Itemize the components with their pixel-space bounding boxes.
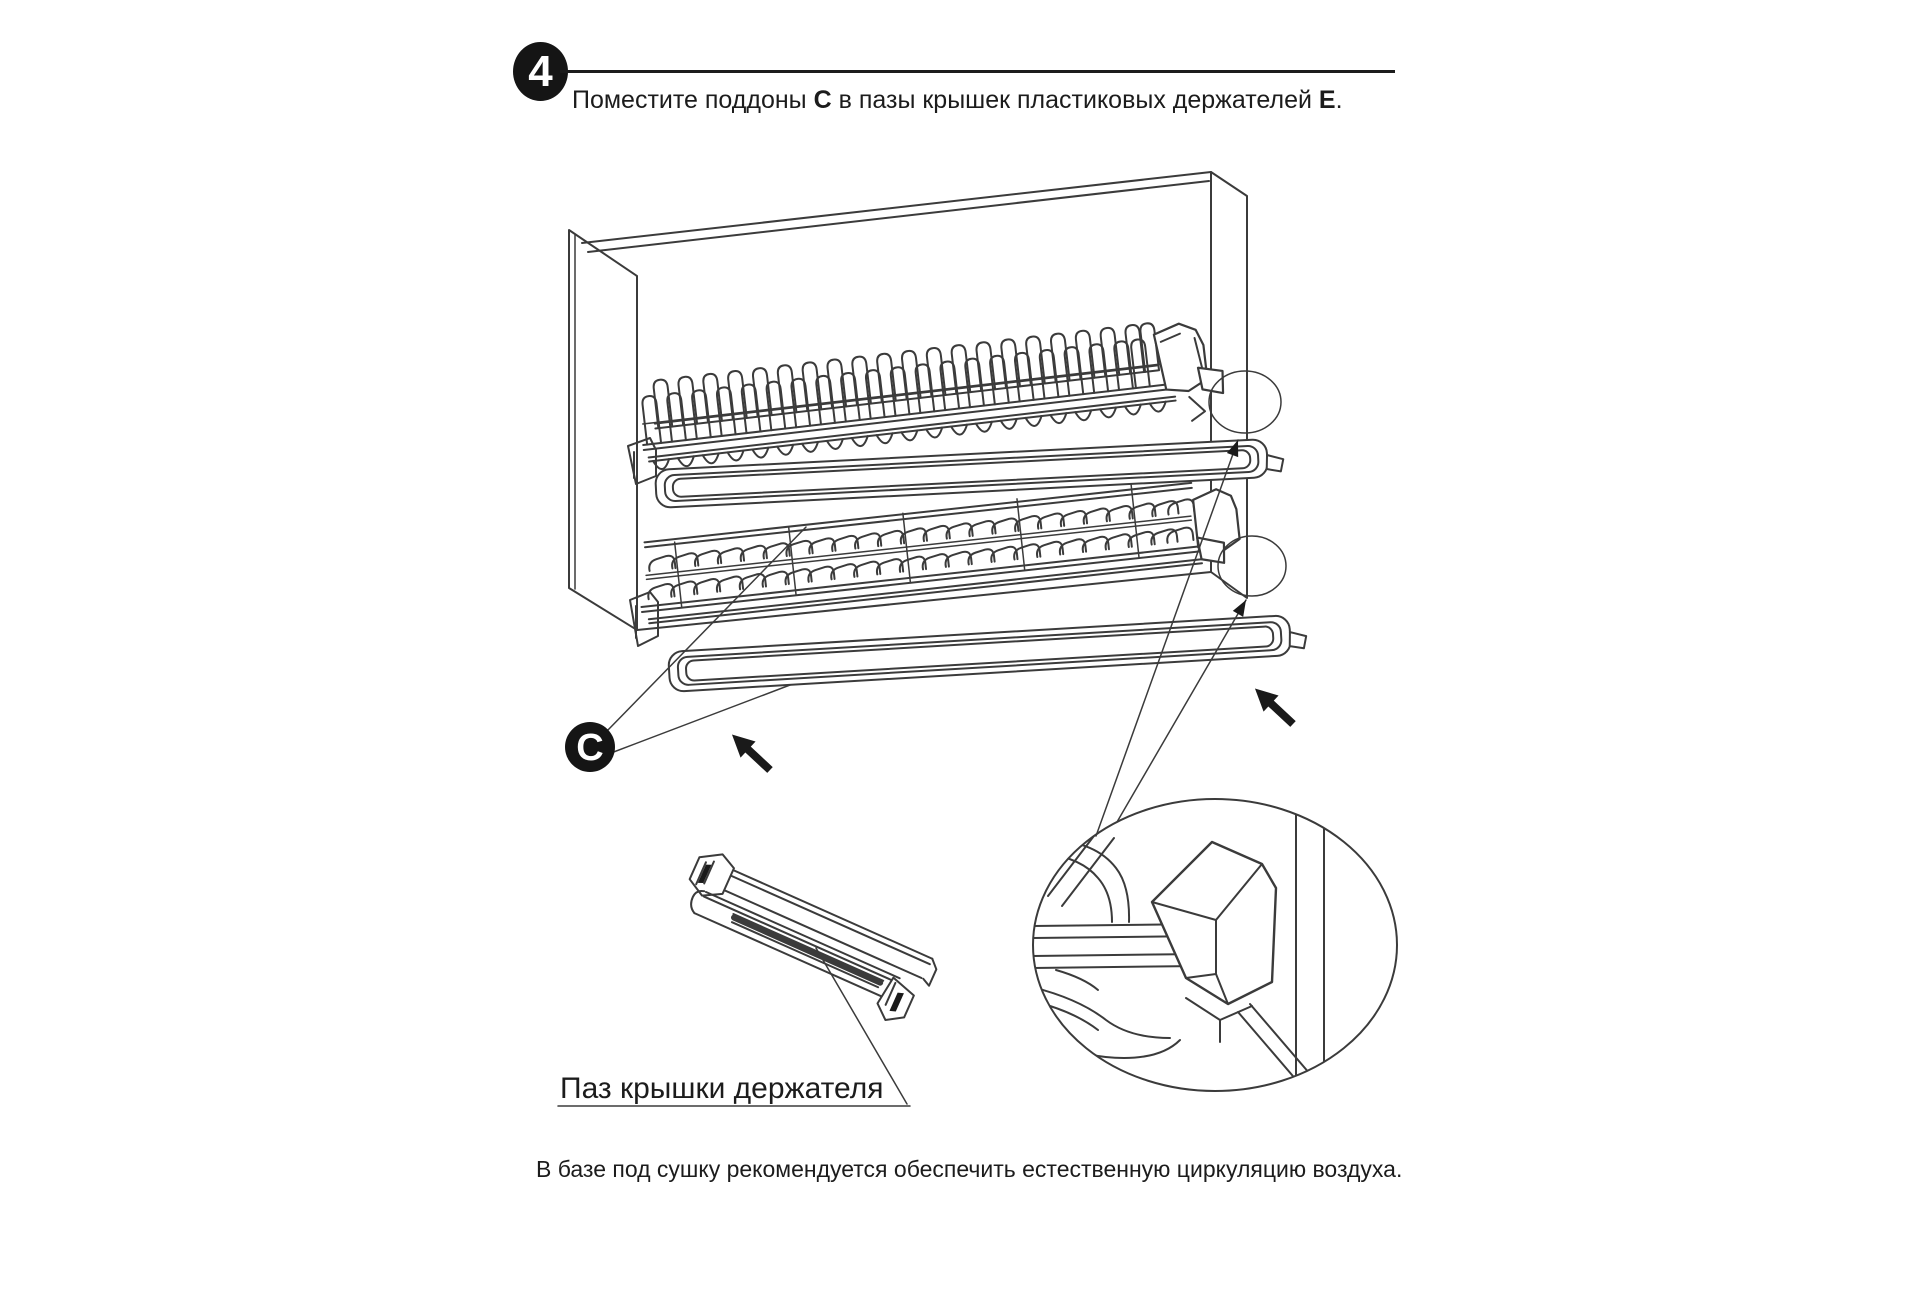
instruction-text-1: Поместите поддоны: [572, 86, 814, 114]
instruction-text-3: .: [1335, 86, 1343, 114]
upper-tray-lip: [1266, 454, 1284, 472]
holder-cap-callout-ellipse-2: [1218, 536, 1286, 596]
label-c-leader-2: [611, 685, 790, 753]
step-number: 4: [528, 46, 553, 96]
groove-label: Паз крышки держателя: [560, 1072, 884, 1105]
instruction-text-2: в пазы крышек пластиковых держателей: [831, 86, 1319, 114]
insert-arrow-right: [1247, 680, 1300, 732]
upper-tray: [655, 438, 1284, 508]
label-c-text: C: [576, 727, 604, 769]
instruction-ref-c: C: [813, 86, 832, 114]
instruction-ref-e: E: [1318, 86, 1336, 114]
lower-tray-lip: [1289, 631, 1307, 649]
footer-note: В базе под сушку рекомендуется обеспечить естественную циркуляцию воздуха.: [536, 1156, 1403, 1182]
holder-strip-part: [679, 846, 944, 1026]
insert-arrow-left: [724, 726, 777, 778]
lower-tray: [668, 614, 1307, 692]
holder-cap-callout-ellipse-1: [1209, 371, 1281, 433]
